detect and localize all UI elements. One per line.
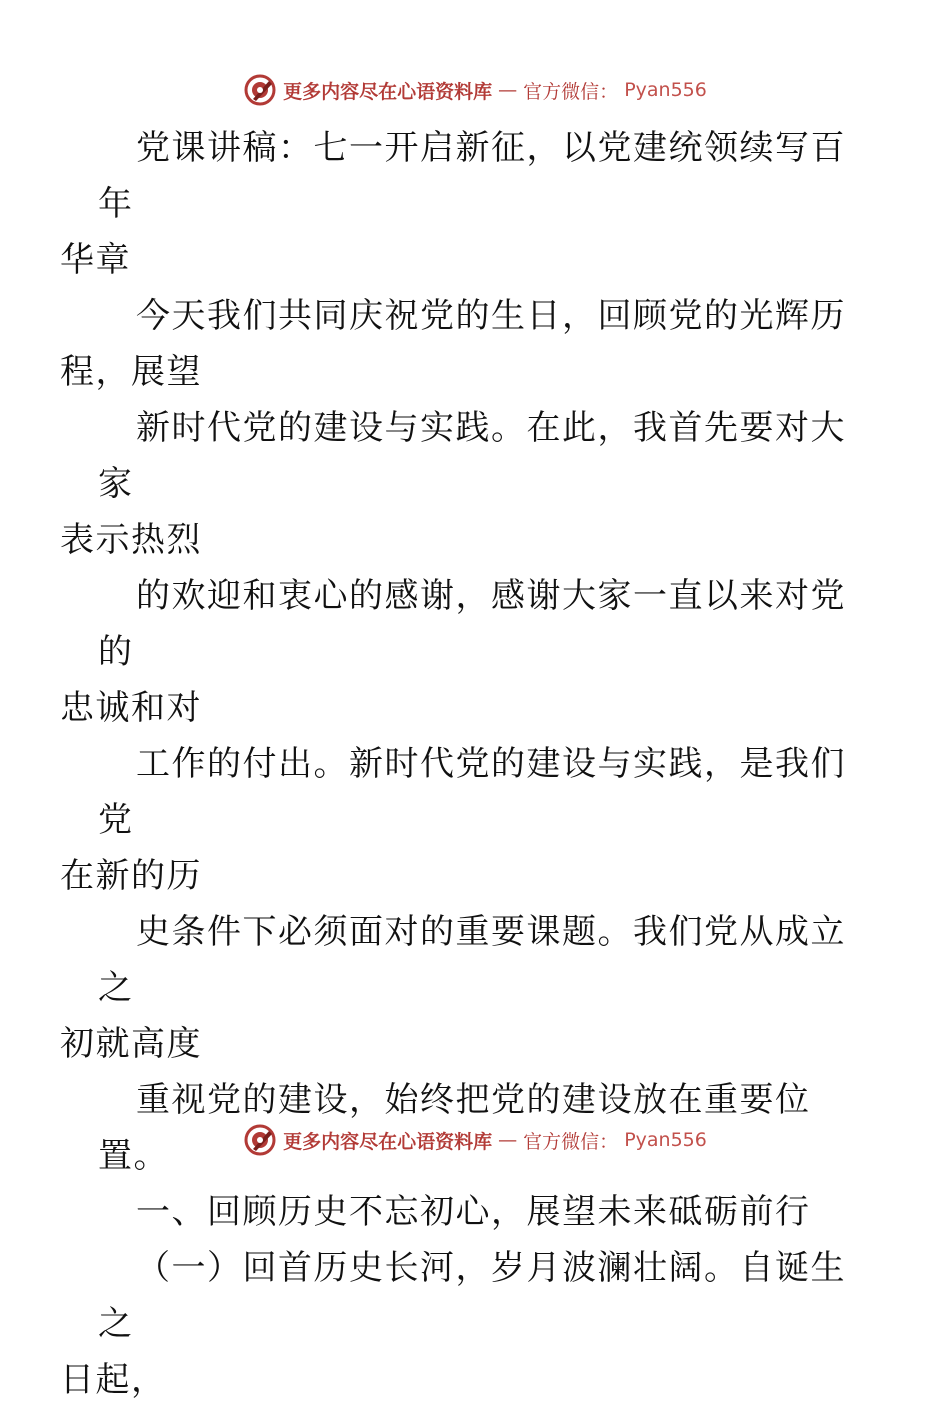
paragraph — [60, 736, 858, 904]
paragraph — [60, 904, 858, 1072]
paragraph — [60, 400, 858, 568]
watermark-site-text: 更多内容尽在心语资料库 — [283, 80, 493, 103]
watermark-separator: — — [498, 1129, 518, 1151]
watermark-site-text: 更多内容尽在心语资料库 — [283, 1130, 493, 1153]
paragraph-line: 日起， — [60, 1360, 167, 1400]
watermark-wechat-label: 官方微信： — [523, 1130, 619, 1153]
watermark-wechat-label: 官方微信： — [523, 80, 619, 103]
watermark-separator: — — [498, 79, 518, 101]
paragraph-line: 表示热烈 — [60, 520, 202, 560]
footer-watermark — [0, 1118, 950, 1162]
paragraph — [60, 1240, 858, 1408]
document-body — [60, 120, 858, 1408]
paragraph-line: 在新的历 — [60, 856, 202, 896]
section-heading — [98, 1184, 858, 1240]
paragraph-line: 史条件下必须面对的重要课题。我们党从成立之 — [98, 912, 846, 1008]
header-watermark — [0, 68, 950, 112]
paragraph — [60, 568, 858, 736]
paragraph-line: 华章 — [60, 240, 131, 280]
paragraph-line: 今天我们共同庆祝党的生日，回顾党的光辉历 — [136, 296, 846, 336]
paragraph-line: 初就高度 — [60, 1024, 202, 1064]
paragraph-title — [60, 120, 858, 288]
paragraph-line: （一）回首历史长河，岁月波澜壮阔。自诞生之 — [98, 1248, 846, 1344]
watermark-wechat-id: Pyan556 — [624, 1129, 707, 1151]
paragraph-line: 一、回顾历史不忘初心，展望未来砥砺前行 — [136, 1192, 811, 1232]
paragraph-line: 工作的付出。新时代党的建设与实践，是我们党 — [98, 744, 846, 840]
paragraph-line: 程，展望 — [60, 352, 202, 392]
pen-circle-logo-icon — [243, 1123, 277, 1157]
paragraph-line: 党课讲稿：七一开启新征，以党建统领续写百年 — [98, 128, 846, 224]
paragraph-line: 的欢迎和衷心的感谢，感谢大家一直以来对党的 — [98, 576, 846, 672]
pen-circle-logo-icon — [243, 73, 277, 107]
paragraph-line: 重视党的建设，始终把党的建设放在重要位置。 — [98, 1080, 811, 1176]
paragraph-line: 新时代党的建设与实践。在此，我首先要对大家 — [98, 408, 846, 504]
paragraph — [60, 288, 858, 400]
paragraph-line: 忠诚和对 — [60, 688, 202, 728]
watermark-wechat-id: Pyan556 — [624, 79, 707, 101]
